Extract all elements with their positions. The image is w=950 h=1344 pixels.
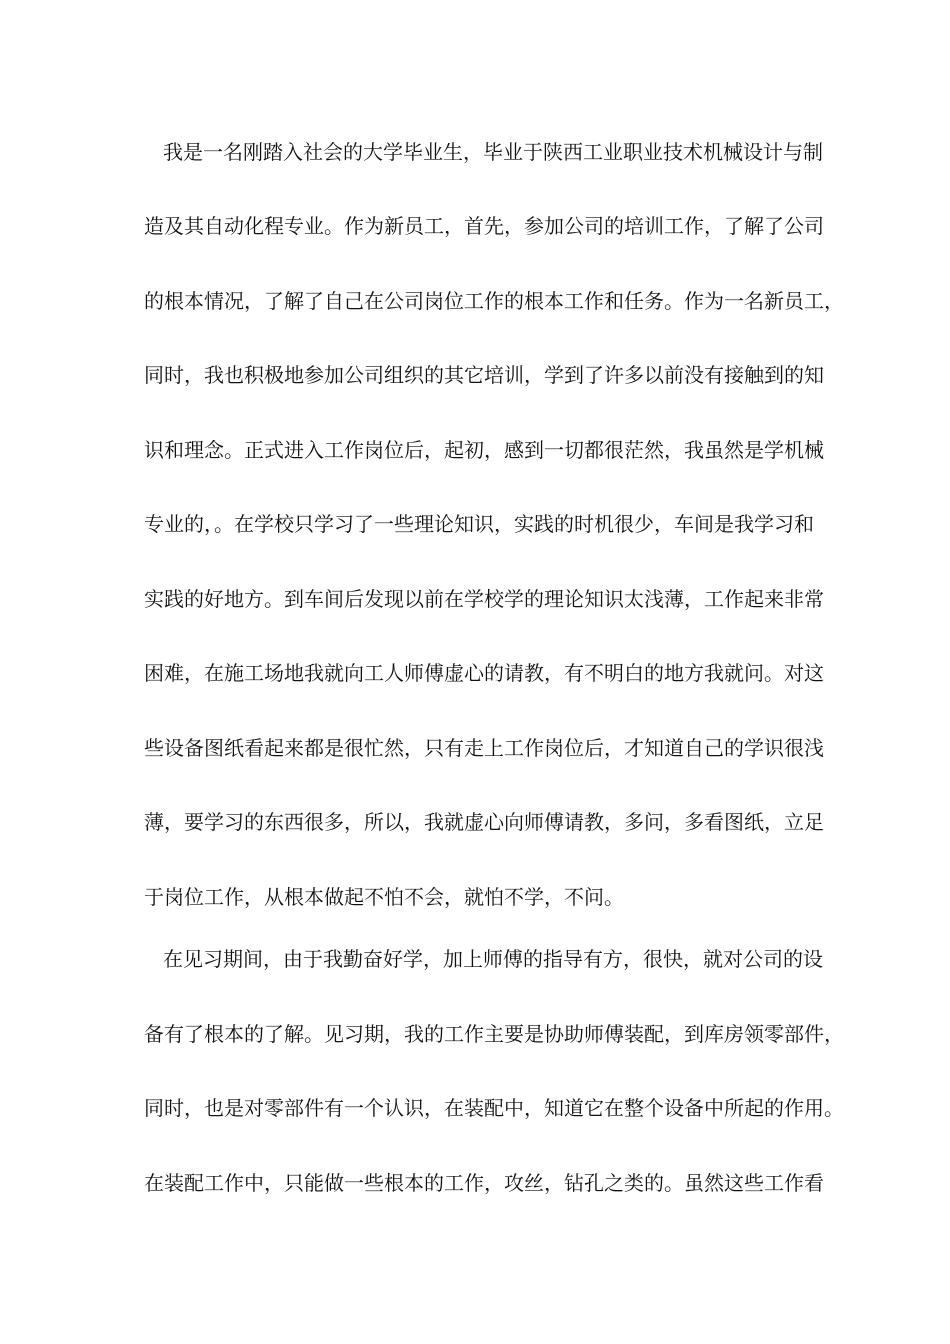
paragraph-2-line-1: 在见习期间，由于我勤奋好学，加上师傅的指导有方，很快，就对公司的设 bbox=[163, 947, 823, 971]
paragraph-1-line-3: 的根本情况，了解了自己在公司岗位工作的根本工作和任务。作为一名新员工， bbox=[144, 289, 844, 313]
paragraph-1-line-5: 识和理念。正式进入工作岗位后，起初，感到一切都很茫然，我虽然是学机械 bbox=[144, 438, 824, 462]
paragraph-1-line-2: 造及其自动化程专业。作为新员工，首先，参加公司的培训工作，了解了公司 bbox=[144, 214, 824, 238]
paragraph-1-line-8: 困难，在施工场地我就向工人师傅虚心的请教，有不明白的地方我就问。对这 bbox=[144, 661, 824, 685]
paragraph-2-line-3: 同时，也是对零部件有一个认识，在装配中，知道它在整个设备中所起的作用。 bbox=[144, 1096, 844, 1120]
paragraph-1-line-4: 同时，我也积极地参加公司组织的其它培训，学到了许多以前没有接触到的知 bbox=[144, 363, 824, 387]
paragraph-1-line-1: 我是一名刚踏入社会的大学毕业生，毕业于陕西工业职业技术机械设计与制 bbox=[163, 140, 823, 164]
paragraph-1-line-7: 实践的好地方。到车间后发现以前在学校学的理论知识太浅薄，工作起来非常 bbox=[144, 587, 824, 611]
paragraph-2-line-4: 在装配工作中，只能做一些根本的工作，攻丝，钻孔之类的。虽然这些工作看 bbox=[144, 1171, 824, 1195]
paragraph-2-line-2: 备有了根本的了解。见习期，我的工作主要是协助师傅装配，到库房领零部件， bbox=[144, 1022, 844, 1046]
paragraph-1-line-11: 于岗位工作，从根本做起不怕不会，就怕不学，不问。 bbox=[144, 885, 624, 909]
paragraph-1-line-6: 专业的，。在学校只学习了一些理论知识，实践的时机很少，车间是我学习和 bbox=[144, 512, 814, 536]
paragraph-1-line-10: 薄，要学习的东西很多，所以，我就虚心向师傅请教，多问，多看图纸，立足 bbox=[144, 810, 824, 834]
paragraph-1-line-9: 些设备图纸看起来都是很忙然，只有走上工作岗位后，才知道自己的学识很浅 bbox=[144, 736, 824, 760]
